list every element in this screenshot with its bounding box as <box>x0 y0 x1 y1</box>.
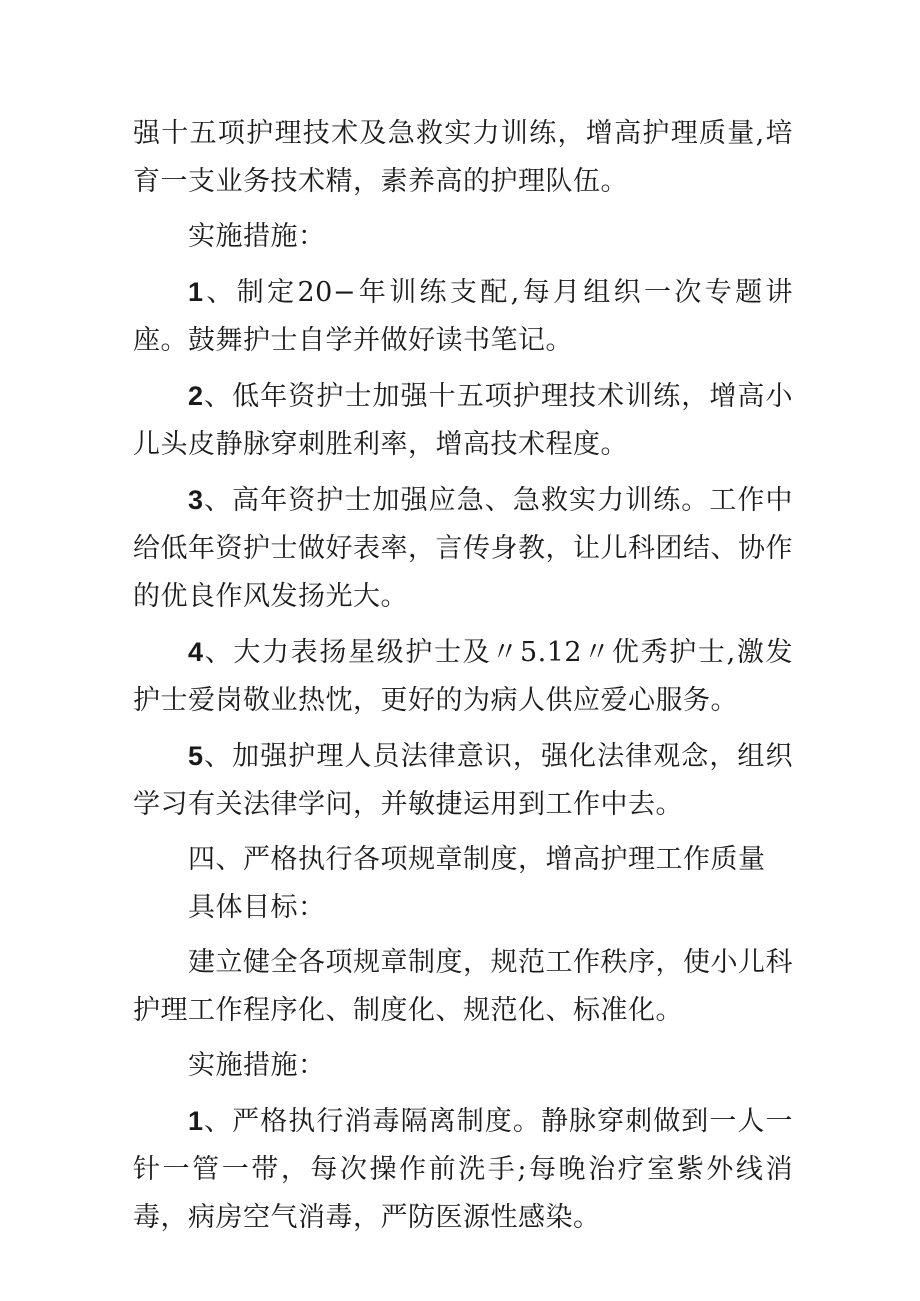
item-number: 1 <box>188 277 204 307</box>
document-body <box>133 110 793 1249</box>
paragraph-text: 具体目标： <box>188 892 326 923</box>
item-number: 3 <box>188 485 204 515</box>
paragraph-continuation <box>133 110 793 206</box>
paragraph-item-1 <box>133 268 793 365</box>
paragraph-text: 实施措施： <box>188 1050 326 1081</box>
paragraph-item-4 <box>133 628 793 725</box>
paragraph-text: 实施措施： <box>188 221 326 252</box>
paragraph-item-2 <box>133 372 793 469</box>
item-number: 2 <box>188 381 204 411</box>
paragraph-measures-heading-2 <box>133 1042 793 1090</box>
paragraph-text: 建立健全各项规章制度，规范工作秩序，使小儿科护理工作程序化、制度化、规范化、标准化。 <box>133 947 793 1026</box>
section-heading-four <box>133 836 793 884</box>
paragraph-text: 、加强护理人员法律意识，强化法律观念，组织学习有关法律学问，并敏捷运用到工作中去。 <box>133 741 793 820</box>
paragraph-goal <box>133 939 793 1035</box>
paragraph-text: 四、严格执行各项规章制度，增高护理工作质量 <box>188 844 766 875</box>
item-number: 4 <box>188 637 204 667</box>
paragraph-text: 、大力表扬星级护士及〃5.12〃优秀护士,激发护士爱岗敬业热忱，更好的为病人供应爱心服务。 <box>133 637 793 716</box>
paragraph-goal-heading <box>133 884 793 932</box>
paragraph-measures-heading <box>133 213 793 261</box>
paragraph-text: 、低年资护士加强十五项护理技术训练，增高小儿头皮静脉穿刺胜利率，增高技术程度。 <box>133 381 793 460</box>
paragraph-item-5 <box>133 732 793 829</box>
paragraph-item-1b <box>133 1097 793 1242</box>
item-number: 5 <box>188 741 204 771</box>
item-number: 1 <box>188 1106 204 1136</box>
paragraph-text: 、严格执行消毒隔离制度。静脉穿刺做到一人一针一管一带，每次操作前洗手;每晚治疗室紫外线消毒，病房空气消毒，严防医源性感染。 <box>133 1106 793 1233</box>
paragraph-text: 、高年资护士加强应急、急救实力训练。工作中给低年资护士做好表率，言传身教，让儿科团结、协作的优良作风发扬光大。 <box>133 485 793 612</box>
paragraph-text: 、制定20−年训练支配,每月组织一次专题讲座。鼓舞护士自学并做好读书笔记。 <box>133 277 793 356</box>
paragraph-text: 强十五项护理技术及急救实力训练，增高护理质量,培育一支业务技术精，素养高的护理队伍。 <box>133 118 793 197</box>
paragraph-item-3 <box>133 476 793 621</box>
